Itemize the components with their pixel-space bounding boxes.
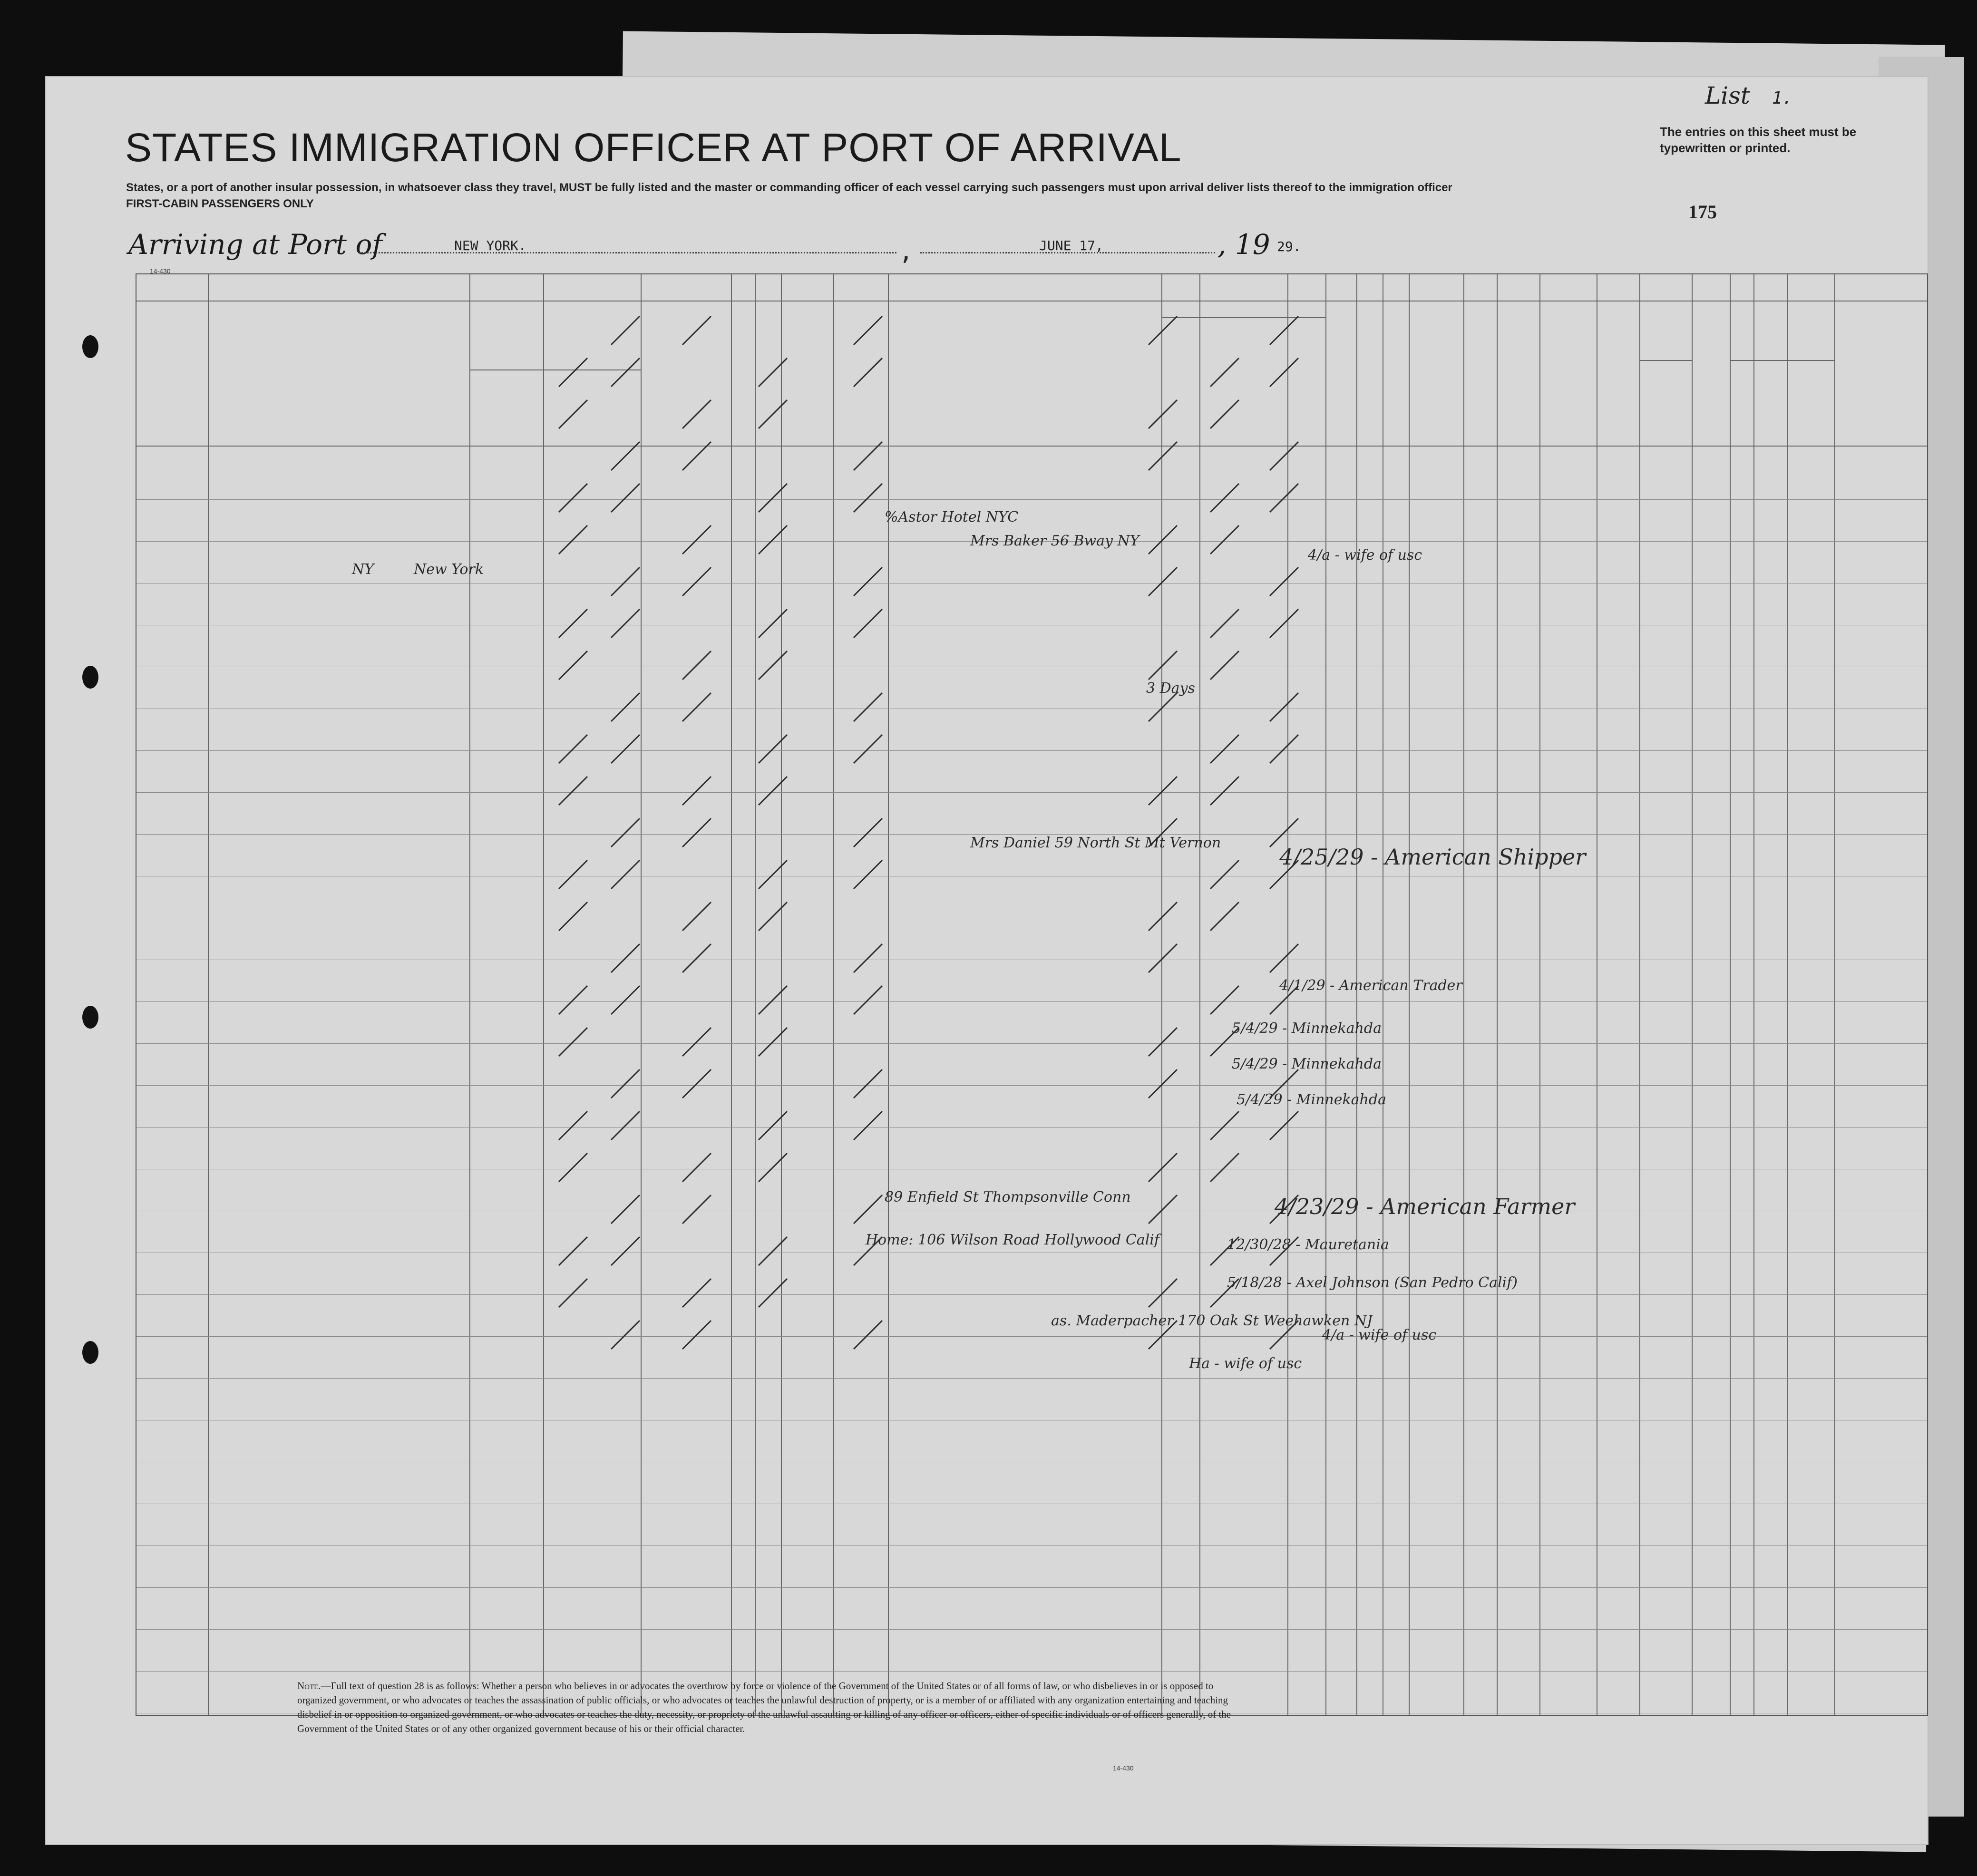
check-slash: [854, 1237, 882, 1265]
sheet-number: 175: [1688, 201, 1717, 223]
check-slash: [759, 484, 787, 512]
check-slash: [559, 651, 587, 680]
check-slash: [682, 567, 711, 596]
handwritten-note: Mrs Daniel 59 North St Mt Vernon: [970, 835, 1221, 851]
check-slash: [611, 484, 640, 512]
check-slash: [854, 609, 882, 638]
handwritten-note: 5/4/29 - Minnekahda: [1232, 1020, 1382, 1037]
check-slash: [1210, 358, 1239, 387]
check-slash: [682, 1279, 711, 1307]
check-slash: [1149, 1028, 1177, 1056]
check-slash: [1270, 1111, 1298, 1140]
check-slash: [1270, 1237, 1298, 1265]
check-slash: [1210, 986, 1239, 1014]
check-slash: [682, 693, 711, 721]
subtitle-line: States, or a port of another insular possession, in whatsoever class they travel, MUST be fully listed and the master or commanding officer of each vessel carrying such passengers must upon arrival deliver lists thereof to the immigration officer: [126, 181, 1452, 194]
check-slash: [1210, 651, 1239, 680]
check-slash: [1149, 1321, 1177, 1349]
check-slash: [854, 1111, 882, 1140]
check-slash: [611, 442, 640, 470]
check-slash: [559, 735, 587, 763]
check-slash: [611, 944, 640, 972]
check-slash: [1270, 944, 1298, 972]
check-slash: [682, 902, 711, 931]
handwritten-note: 89 Enfield St Thompsonville Conn: [885, 1189, 1131, 1205]
check-slash: [682, 1195, 711, 1224]
check-slash: [682, 651, 711, 680]
check-slash: [611, 860, 640, 889]
handwritten-note: Mrs Baker 56 Bway NY: [970, 533, 1139, 549]
handwritten-note: 5/18/28 - Axel Johnson (San Pedro Calif): [1227, 1274, 1518, 1291]
check-slash: [1149, 902, 1177, 931]
check-slash: [1210, 1028, 1239, 1056]
check-slash: [1210, 777, 1239, 805]
check-slash: [559, 1237, 587, 1265]
check-slash: [559, 1153, 587, 1182]
check-slash: [559, 484, 587, 512]
year-prefix: , 19: [1217, 228, 1270, 261]
check-slash: [559, 777, 587, 805]
check-slash: [611, 1195, 640, 1224]
check-slash: [1149, 944, 1177, 972]
check-slash: [559, 358, 587, 387]
check-slash: [1210, 1237, 1239, 1265]
check-slash: [1149, 1069, 1177, 1098]
check-slash: [1270, 860, 1298, 889]
check-slash: [1270, 567, 1298, 596]
check-slash: [759, 902, 787, 931]
handwritten-note: 4/1/29 - American Trader: [1279, 977, 1462, 994]
handwritten-note: NY: [352, 561, 374, 578]
check-slash: [1149, 567, 1177, 596]
check-slash: [854, 1069, 882, 1098]
check-slash: [1210, 860, 1239, 889]
check-slash: [682, 818, 711, 847]
check-slash: [611, 1237, 640, 1265]
list-label: List: [1705, 82, 1750, 109]
check-slash: [1270, 818, 1298, 847]
check-slash: [759, 609, 787, 638]
check-slash: [1149, 1279, 1177, 1307]
check-slash: [1210, 525, 1239, 554]
check-slash: [611, 567, 640, 596]
check-slash: [1270, 358, 1298, 387]
check-slash: [1210, 484, 1239, 512]
check-slash: [682, 442, 711, 470]
check-slash: [611, 1321, 640, 1349]
typing-instructions: The entries on this sheet must be typewritten or printed.: [1660, 125, 1857, 155]
check-slash: [611, 986, 640, 1014]
check-slash: [559, 902, 587, 931]
form-code: 14-430: [150, 267, 171, 275]
check-slash: [759, 860, 787, 889]
check-slash: [759, 1153, 787, 1182]
check-slash: [1210, 1153, 1239, 1182]
handwritten-note: Home: 106 Wilson Road Hollywood Calif: [866, 1232, 1159, 1248]
check-slash: [611, 693, 640, 721]
check-slash: [682, 1321, 711, 1349]
check-slash: [1149, 818, 1177, 847]
date-value: JUNE 17,: [1039, 238, 1103, 253]
comma: ,: [899, 238, 914, 265]
check-slash: [759, 525, 787, 554]
check-slash: [682, 1028, 711, 1056]
handwritten-note: 5/4/29 - Minnekahda: [1232, 1056, 1382, 1072]
port-value: NEW YORK.: [454, 238, 526, 253]
footnote-form-code: 14-430: [1113, 1764, 1134, 1772]
check-slash: [1210, 1111, 1239, 1140]
check-slash: [559, 609, 587, 638]
check-slash: [854, 986, 882, 1014]
check-slash: [854, 316, 882, 345]
check-slash: [1270, 693, 1298, 721]
check-slash: [1149, 442, 1177, 470]
check-slash: [854, 735, 882, 763]
check-slash: [854, 693, 882, 721]
check-slash: [1210, 1279, 1239, 1307]
handwritten-note: 5/4/29 - Minnekahda: [1237, 1091, 1386, 1108]
check-slash: [1149, 651, 1177, 680]
check-slash: [1270, 1195, 1298, 1224]
page-title: STATES IMMIGRATION OFFICER AT PORT OF ARRIVAL: [125, 125, 1182, 170]
check-slash: [682, 944, 711, 972]
check-slash: [759, 1028, 787, 1056]
pencil-checkmarks: [45, 76, 1928, 1845]
check-slash: [682, 1153, 711, 1182]
check-slash: [759, 777, 787, 805]
check-slash: [759, 1237, 787, 1265]
check-slash: [559, 986, 587, 1014]
check-slash: [1149, 400, 1177, 428]
check-slash: [611, 316, 640, 345]
check-slash: [854, 442, 882, 470]
check-slash: [854, 358, 882, 387]
handwritten-note: Ha - wife of usc: [1189, 1355, 1302, 1372]
check-slash: [1210, 400, 1239, 428]
handwritten-note: %Astor Hotel NYC: [885, 509, 1019, 525]
subtitle-class: FIRST-CABIN PASSENGERS ONLY: [126, 197, 314, 210]
check-slash: [759, 358, 787, 387]
check-slash: [1270, 609, 1298, 638]
check-slash: [682, 525, 711, 554]
check-slash: [611, 1111, 640, 1140]
check-slash: [1210, 609, 1239, 638]
check-slash: [1270, 986, 1298, 1014]
check-slash: [559, 400, 587, 428]
check-slash: [854, 1321, 882, 1349]
footnote-text: —Full text of question 28 is as follows: Whether a person who believes in or advocates the overthrow by force or violence of the Government of the United States or of all forms of law, or who disbelieves in or is opposed to organized government, or who advocates or teaches the assassination of public officials, or who advocates or teaches the unlawful destruction of property, or is a member of or affiliated with any organization entertaining and teaching disbelief in or opposition to organized government, or who advocates or teaches the duty, necessity, or propriety of the unlawful assaulting or killing of any officer or officers, either of specific individuals or of officers generally, of the Government of the United States or of any other organized government because of his or their official character.: [297, 1680, 1231, 1734]
handwritten-note: 12/30/28 - Mauretania: [1227, 1236, 1389, 1253]
check-slash: [559, 1028, 587, 1056]
handwritten-note: 4/a - wife of usc: [1308, 547, 1422, 564]
check-slash: [559, 525, 587, 554]
handwritten-note: 4/25/29 - American Shipper: [1279, 844, 1586, 870]
check-slash: [759, 735, 787, 763]
check-slash: [1270, 442, 1298, 470]
check-slash: [759, 651, 787, 680]
list-value: 1.: [1772, 88, 1793, 108]
check-slash: [759, 986, 787, 1014]
check-slash: [611, 609, 640, 638]
handwritten-note: as. Maderpacher 170 Oak St Weehawken NJ: [1051, 1312, 1373, 1329]
check-slash: [682, 1069, 711, 1098]
check-slash: [611, 1069, 640, 1098]
check-slash: [559, 860, 587, 889]
check-slash: [611, 735, 640, 763]
handwritten-note: 4/23/29 - American Farmer: [1275, 1194, 1575, 1219]
check-slash: [854, 567, 882, 596]
check-slash: [1149, 1153, 1177, 1182]
check-slash: [1149, 1195, 1177, 1224]
check-slash: [1149, 316, 1177, 345]
year-suffix: 29.: [1277, 239, 1301, 254]
handwritten-note: 3 Days: [1146, 680, 1195, 697]
check-slash: [1270, 1069, 1298, 1098]
check-slash: [559, 1279, 587, 1307]
check-slash: [854, 860, 882, 889]
handwritten-note: 4/a - wife of usc: [1322, 1327, 1437, 1343]
check-slash: [682, 777, 711, 805]
check-slash: [854, 484, 882, 512]
check-slash: [1149, 693, 1177, 721]
check-slash: [1149, 777, 1177, 805]
check-slash: [759, 1279, 787, 1307]
check-slash: [559, 1111, 587, 1140]
check-slash: [682, 400, 711, 428]
check-slash: [759, 1111, 787, 1140]
check-slash: [854, 944, 882, 972]
check-slash: [854, 818, 882, 847]
check-slash: [759, 400, 787, 428]
handwritten-note: New York: [414, 561, 484, 578]
check-slash: [1210, 735, 1239, 763]
check-slash: [611, 818, 640, 847]
check-slash: [1270, 484, 1298, 512]
check-slash: [1270, 316, 1298, 345]
check-slash: [1210, 902, 1239, 931]
manifest-sheet: [45, 76, 1928, 1845]
check-slash: [1270, 735, 1298, 763]
check-slash: [1149, 525, 1177, 554]
check-slash: [854, 1195, 882, 1224]
footnote-lead: Note.: [297, 1680, 321, 1691]
arriving-label: Arriving at Port of: [128, 228, 382, 261]
check-slash: [1270, 1321, 1298, 1349]
check-slash: [682, 316, 711, 345]
check-slash: [611, 358, 640, 387]
